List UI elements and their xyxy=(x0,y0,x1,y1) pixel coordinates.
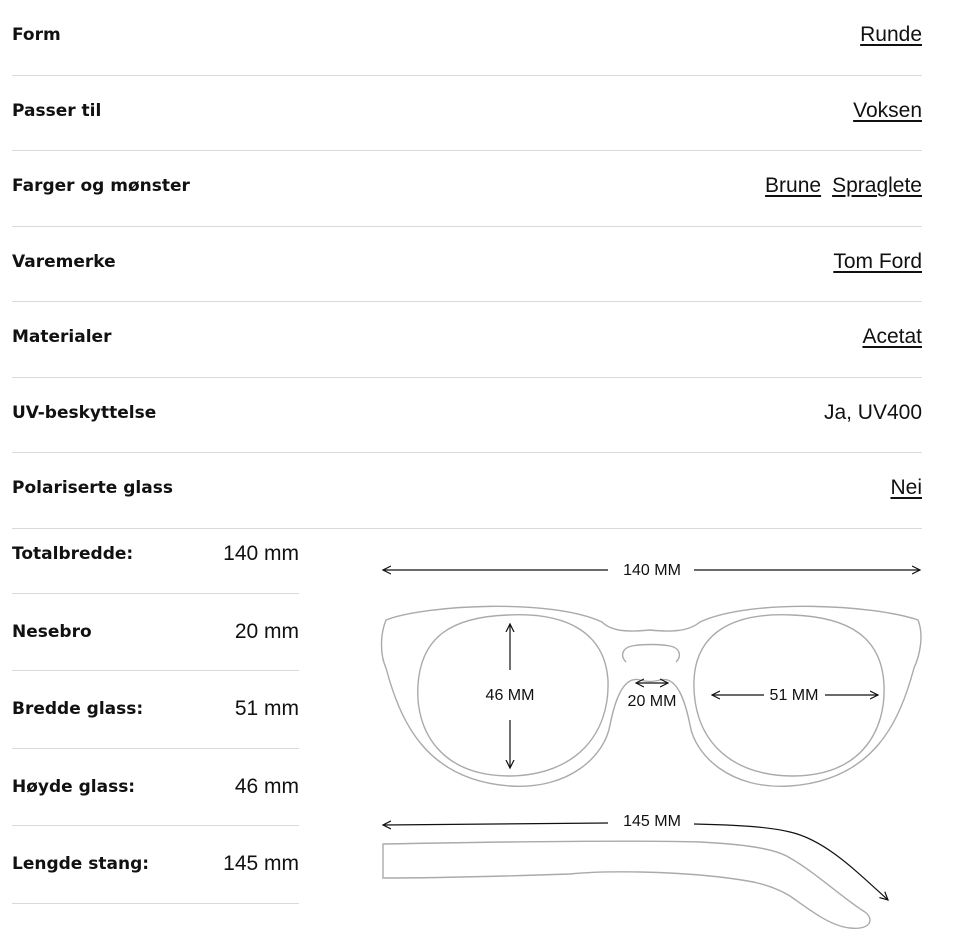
measurement-value: 140 mm xyxy=(223,542,299,566)
measurement-label: Bredde glass: xyxy=(12,699,144,720)
bridge-outline xyxy=(623,645,680,663)
property-row xyxy=(12,302,922,378)
glasses-size-diagram xyxy=(370,540,930,935)
property-row xyxy=(12,378,922,454)
property-label: Varemerke xyxy=(12,251,116,272)
measurement-value: 46 mm xyxy=(234,774,299,798)
property-value-link[interactable]: Acetat xyxy=(862,325,922,349)
property-value-link[interactable]: Nei xyxy=(890,476,922,500)
property-values xyxy=(765,174,922,198)
property-values xyxy=(860,23,922,47)
product-properties-list xyxy=(12,0,922,529)
bridge-label: 20 MM xyxy=(627,693,677,710)
temple-length-label: 145 MM xyxy=(623,813,681,830)
measurement-row xyxy=(12,826,299,904)
property-value-link[interactable]: Brune xyxy=(765,174,822,198)
measurement-label: Lengde stang: xyxy=(12,854,150,875)
property-label: Farger og mønster xyxy=(12,176,190,197)
property-row xyxy=(12,227,922,303)
property-label: Form xyxy=(12,25,61,46)
property-values xyxy=(890,476,922,500)
measurement-label: Totalbredde: xyxy=(12,544,134,565)
property-label: Materialer xyxy=(12,327,112,348)
measurements-table xyxy=(12,516,299,904)
property-label: Polariserte glass xyxy=(12,478,173,499)
measurement-row xyxy=(12,671,299,749)
measurement-row xyxy=(12,749,299,827)
property-values xyxy=(824,401,922,425)
property-label: Passer til xyxy=(12,100,102,121)
property-value-link[interactable]: Voksen xyxy=(853,98,922,122)
temple-arrow-right xyxy=(694,824,888,900)
property-row xyxy=(12,76,922,152)
measurement-value: 145 mm xyxy=(223,852,299,876)
property-row xyxy=(12,151,922,227)
property-value-link[interactable]: Tom Ford xyxy=(833,249,922,273)
property-value-text: Ja, UV400 xyxy=(823,400,922,424)
property-label: UV-beskyttelse xyxy=(12,402,157,423)
property-row xyxy=(12,0,922,76)
measurement-row xyxy=(12,516,299,594)
measurement-label: Nesebro xyxy=(12,621,92,642)
property-value-link[interactable]: Spraglete xyxy=(832,174,922,198)
property-values xyxy=(833,250,922,274)
measurement-value: 51 mm xyxy=(234,697,299,721)
temple-arrow-left xyxy=(383,823,608,825)
temple-outline xyxy=(383,841,870,928)
lens-height-label: 46 MM xyxy=(485,687,535,704)
property-values xyxy=(862,325,922,349)
measurement-label: Høyde glass: xyxy=(12,776,136,797)
property-values xyxy=(853,99,922,123)
measurement-value: 20 mm xyxy=(234,619,299,643)
property-value-link[interactable]: Runde xyxy=(860,23,922,47)
measurement-row xyxy=(12,594,299,672)
lens-width-label: 51 MM xyxy=(769,687,819,704)
total-width-label: 140 MM xyxy=(623,562,681,579)
